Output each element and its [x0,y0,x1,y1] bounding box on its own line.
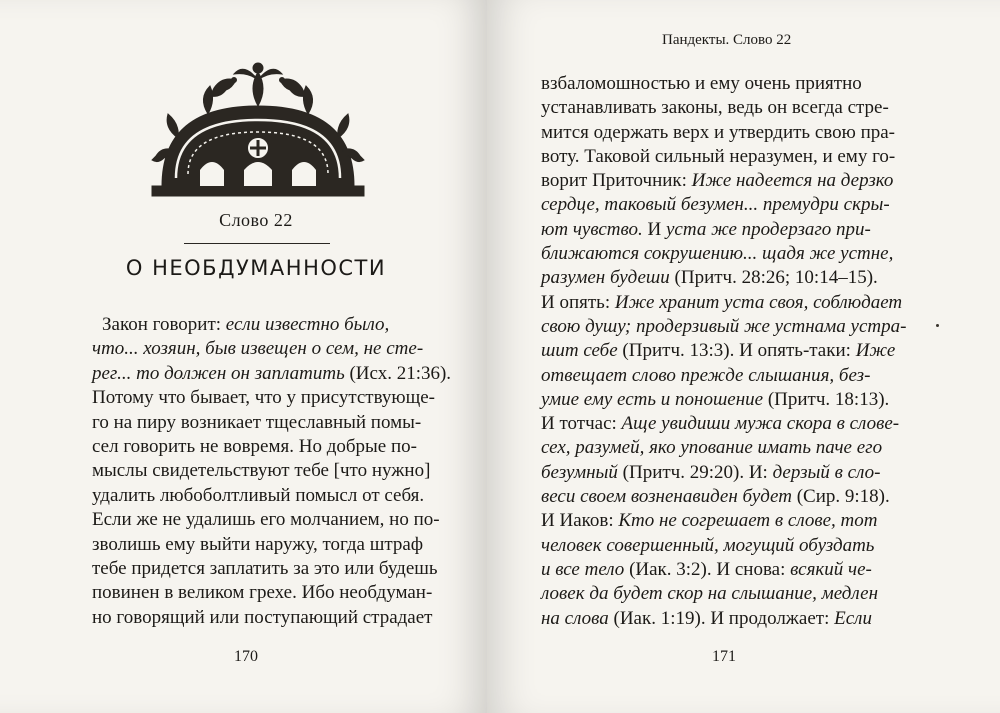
text-run: И [642,218,666,240]
text-run: И опять: [541,291,615,313]
quoted-scripture: всякий че- [790,558,872,580]
quoted-scripture: ловек да будет скор на слышание, медлен [541,583,878,605]
text-line [541,607,906,631]
quoted-scripture: отвещает слово прежде слышания, без- [541,364,871,386]
text-line [92,484,451,508]
quoted-scripture: на слова [541,607,609,629]
text-line [541,509,906,533]
text-line [541,582,906,606]
text-run: сел говорить не вовремя. Но добрые по- [92,435,417,457]
left-page-body [92,313,451,630]
quoted-scripture: ближаются сокрушению... щадя же устне, [541,243,894,265]
text-run: Закон говорит: [102,314,226,335]
quoted-scripture: Кто не согрешает в слове, тот [618,510,878,532]
running-head: Пандекты. Слово 22 [662,32,792,48]
text-line [92,337,451,361]
quoted-scripture: дерзый в сло- [772,461,881,483]
text-run: Если же не удалишь его молчанием, но по- [92,509,440,531]
text-run: взбаломошностью и ему очень приятно [541,73,862,94]
quoted-scripture: ют чувство. [541,218,643,240]
text-line [92,581,451,605]
text-line [541,266,906,290]
text-line [92,313,451,337]
chapter-title: О НЕОБДУМАННОСТИ [125,256,387,280]
quoted-scripture: Иже надеется на дерзко [691,170,894,192]
quoted-scripture: веси своем возненавиден будет [541,486,792,508]
quoted-scripture: человек совершенный, могущий обуздать [541,534,875,556]
page-number-left: 170 [234,648,258,665]
text-line [92,557,451,581]
text-run: ворит Приточник: [541,170,692,192]
quoted-scripture: Аще увидиши мужа скора в слове- [621,413,900,435]
text-run: И Иаков: [541,510,619,532]
quoted-scripture: свою душу; продерзивый же устнама устра- [541,315,907,337]
text-line [541,121,906,145]
text-line [541,169,906,193]
quoted-scripture: безумный [541,461,618,483]
text-line [541,291,906,315]
text-line [541,315,906,339]
text-run: повинен в великом грехе. Ибо необдуман- [92,582,433,604]
text-run: (Притч. 28:26; 10:14–15). [669,267,878,289]
text-line [92,411,451,435]
text-run: удалить любоболтливый помысл от себя. [92,484,425,506]
text-line [541,461,906,485]
text-line [541,388,906,412]
text-run: И тотчас: [541,413,622,435]
text-run: мыслы свидетельствуют тебе [что нужно] [92,460,431,482]
text-run: (Исх. 21:36). [344,362,452,384]
quoted-scripture: разумен будеши [541,267,670,289]
text-run: го на пиру возникает тщеславный помы- [92,411,422,433]
quoted-scripture: рег... то должен он заплатить [92,362,345,384]
text-run: зволишь ему выйти наружу, тогда штраф [92,533,424,555]
text-run: но говорящий или поступающий страдает [92,606,433,628]
text-run: воту. Таковой сильный неразумен, и ему го- [541,145,896,167]
text-run: Потому что бывает, что у присутствующе- [92,387,435,409]
text-run: (Притч. 29:20). И: [617,461,773,483]
text-run: тебе придется заплатить за это или будешь [92,557,438,579]
text-line [541,558,906,582]
quoted-scripture: шит себе [541,340,618,362]
quoted-scripture: и все тело [541,558,625,580]
quoted-scripture: уста же продерзаго при- [666,218,871,240]
text-run: (Иак. 1:19). И продолжает: [608,607,835,629]
text-line [541,436,906,460]
text-run: (Притч. 13:3). И опять-таки: [617,340,856,362]
text-line [541,96,906,120]
text-run: (Иак. 3:2). И снова: [624,558,791,580]
text-line [541,242,906,266]
right-page-body [541,72,906,631]
text-line [92,508,451,532]
chapter-divider [184,243,330,244]
text-line [541,72,906,96]
text-line [92,459,451,483]
text-line [541,485,906,509]
page-number-right: 171 [712,648,736,665]
quoted-scripture: Если [834,607,872,629]
chapter-label: Слово 22 [219,210,293,230]
ink-speck [936,324,939,327]
text-line [92,386,451,410]
text-run: (Сир. 9:18). [791,486,890,508]
quoted-scripture: что... хозяин, быв извещен о сем, не сте- [92,338,424,360]
quoted-scripture: умие ему есть и поношение [541,388,764,410]
quoted-scripture: сех, разумей, яко упование имать паче его [541,437,883,459]
quoted-scripture: Иже хранит уста своя, соблюдает [614,291,903,313]
text-line [541,364,906,388]
text-line [541,534,906,558]
bird-and-arch-headpiece-icon [148,58,368,198]
text-run: мится одержать верх и утвердить свою пра- [541,121,895,143]
text-line [92,533,451,557]
text-line [92,606,451,630]
text-line [541,145,906,169]
text-line [541,193,906,217]
text-line [92,362,451,386]
text-line [541,218,906,242]
quoted-scripture: сердце, таковый безумен... премудри скры- [541,194,890,216]
text-line [541,339,906,363]
text-run: (Притч. 18:13). [763,388,890,410]
text-run: устанавливать законы, ведь он всегда стре- [541,97,889,119]
text-line [92,435,451,459]
text-line [541,412,906,436]
quoted-scripture: если известно было, [225,314,390,335]
quoted-scripture: Иже [855,340,896,362]
